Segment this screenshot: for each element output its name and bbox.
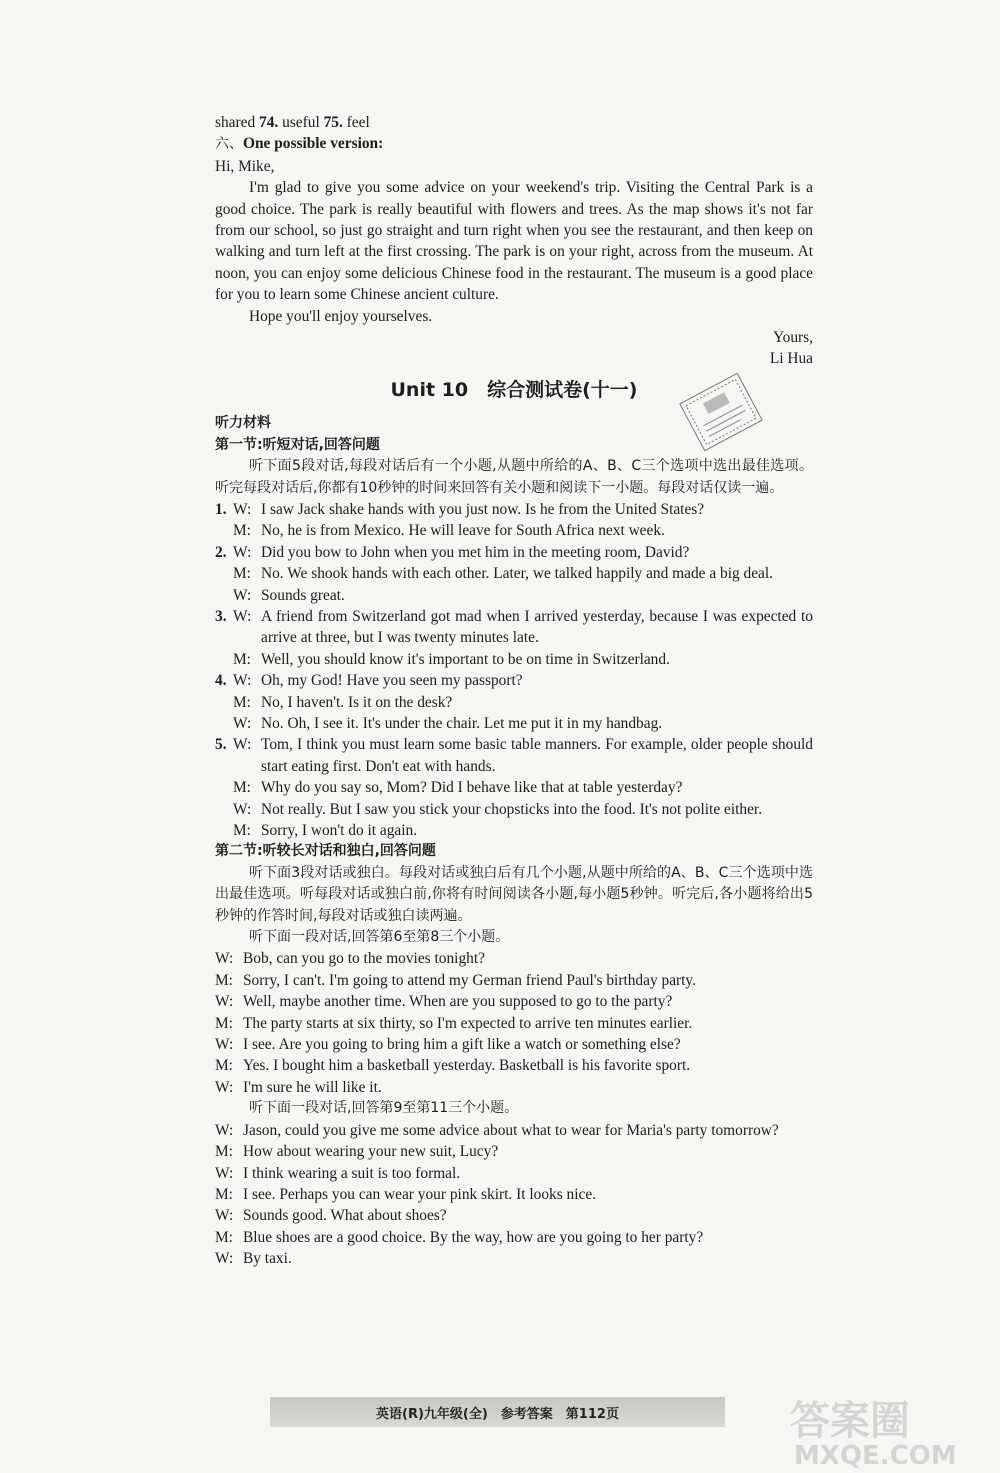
conversation-2 (215, 1120, 813, 1270)
dialogue-text: How about wearing your new suit, Lucy? (243, 1143, 499, 1161)
dialogue-text: No. Oh, I see it. It's under the chair. Let me put it in my handbag. (261, 714, 663, 732)
dialogue-text: Sounds great. (261, 586, 345, 604)
dialogue-text: Sorry, I won't do it again. (261, 822, 418, 839)
speaker: W: (233, 672, 252, 690)
dialogue-text: I'm sure he will like it. (243, 1078, 382, 1096)
speaker: M: (233, 565, 251, 583)
answers-73-75 (215, 112, 813, 133)
section-label: One possible version: (243, 135, 384, 153)
speaker: W: (215, 993, 234, 1011)
dialogue-line (215, 1184, 813, 1205)
dialogue-line (233, 585, 813, 606)
dialogue-text: Not really. But I saw you stick your chopsticks into the food. It's not polite either. (261, 800, 763, 818)
speaker: W: (233, 543, 252, 561)
dialogue-line (233, 713, 813, 734)
speaker: W: (233, 500, 252, 518)
dialogue-2 (215, 542, 813, 606)
dialogue-number: 3. (215, 607, 227, 625)
answer-text: feel (342, 114, 370, 131)
speaker: M: (215, 971, 233, 989)
dialogue-text: I see. Perhaps you can wear your pink skirt. It looks nice. (243, 1185, 597, 1203)
listening-heading: 听力材料 (215, 415, 271, 432)
dialogue-text: I think wearing a suit is too formal. (243, 1164, 461, 1182)
conversation-1-intro: 听下面一段对话,回答第6至第8三个小题。 (249, 929, 510, 946)
dialogue-text: Well, you should know it's important to be on time in Switzerland. (261, 650, 670, 668)
dialogue-4 (215, 670, 813, 734)
dialogue-line (233, 542, 813, 563)
dialogue-text: Jason, could you give me some advice about what to wear for Maria's party tomorrow? (243, 1121, 779, 1139)
dialogue-line (215, 1077, 813, 1098)
letter-body: I'm glad to give you some advice on your weekend's trip. Visiting the Central Park is a good choice. The park is really beautiful with flowers and trees. As the map shows it's not far from our school, so just go straight and turn right when you see the restaurant, and then keep on walking and turn left at the first crossing. The park is on your right, across from the museum. At noon, you can enjoy some delicious Chinese food in the restaurant. The museum is a good place for you to learn some Chinese ancient culture. (215, 179, 813, 304)
letter-closing-wish: Hope you'll enjoy yourselves. (249, 307, 433, 325)
part1-instructions: 听下面5段对话,每段对话后有一个小题,从题中所给的A、B、C三个选项中选出最佳选项。听完每段对话后,你都有10秒钟的时间来回答有关小题和阅读下一小题。每段对话仅读一遍。 (215, 458, 813, 496)
dialogue-text: Bob, can you go to the movies tonight? (243, 950, 485, 968)
dialogue-line (233, 563, 813, 584)
dialogue-line (215, 991, 813, 1012)
answer-number: 75. (323, 114, 343, 131)
conversation-2-intro: 听下面一段对话,回答第9至第11三个小题。 (249, 1100, 519, 1117)
answer-text: useful (278, 114, 324, 131)
dialogue-text: Yes. I bought him a basketball yesterday. Basketball is his favorite sport. (243, 1057, 691, 1075)
watermark-line2: MXQE.COM (794, 1441, 957, 1468)
dialogue-line (215, 1013, 813, 1034)
dialogue-number: 2. (215, 543, 227, 561)
speaker: W: (215, 950, 234, 968)
watermark-line1: 答案圈 (790, 1398, 910, 1444)
speaker: W: (233, 607, 252, 625)
letter-signature: Li Hua (769, 350, 813, 368)
speaker: W: (215, 1078, 234, 1096)
speaker: M: (215, 1014, 233, 1032)
dialogue-line (233, 499, 813, 520)
dialogue-text: A friend from Switzerland got mad when I arrived yesterday, because I was expected to arrive at three, but I was twenty minutes late. (261, 607, 813, 647)
dialogue-5 (215, 734, 813, 841)
dialogue-text: By taxi. (243, 1250, 292, 1268)
dialogue-line (233, 799, 813, 820)
dialogue-text: Well, maybe another time. When are you supposed to go to the party? (243, 993, 673, 1011)
dialogue-text: Oh, my God! Have you seen my passport? (261, 672, 523, 690)
unit-title: Unit 10 综合测试卷(十一) (390, 378, 638, 401)
section-number: 六、 (215, 136, 243, 153)
dialogue-line (215, 1034, 813, 1055)
letter-closing: Yours, (773, 329, 813, 347)
speaker: W: (233, 800, 252, 818)
dialogue-line (215, 948, 813, 969)
speaker: M: (233, 779, 251, 797)
dialogue-3 (215, 606, 813, 670)
dialogue-number: 4. (215, 672, 227, 690)
dialogue-text: Why do you say so, Mom? Did I behave like that at table yesterday? (261, 779, 683, 797)
page-footer: 英语(R)九年级(全) 参考答案 第112页 (270, 1397, 725, 1427)
speaker: W: (233, 736, 252, 754)
answer-page (215, 112, 813, 1270)
speaker: W: (233, 586, 252, 604)
dialogue-text: Sounds good. What about shoes? (243, 1207, 447, 1225)
dialogue-line (233, 734, 813, 777)
dialogue-text: No. We shook hands with each other. Later, we talked happily and made a big deal. (261, 565, 774, 583)
dialogue-line (215, 1120, 813, 1141)
dialogue-text: No, I haven't. Is it on the desk? (261, 693, 453, 711)
speaker: W: (215, 1207, 234, 1225)
dialogue-line (233, 820, 813, 841)
answer-number: 74. (259, 114, 279, 131)
dialogue-line (215, 970, 813, 991)
answer-text: shared (215, 114, 260, 131)
watermark-logo (780, 1390, 985, 1468)
speaker: W: (215, 1121, 234, 1139)
speaker: M: (233, 693, 251, 711)
dialogue-number: 5. (215, 736, 227, 754)
speaker: M: (215, 1143, 233, 1161)
dialogue-line (233, 520, 813, 541)
part2-instructions: 听下面3段对话或独白。每段对话或独白后有几个小题,从题中所给的A、B、C三个选项中选出最佳选项。听每段对话或独白前,你将有时间阅读各小题,每小题5秒钟。听完后,各小题将给出5秒钟的作答时间,每段对话或独白读两遍。 (215, 864, 813, 924)
dialogue-line (233, 670, 813, 691)
speaker: W: (215, 1250, 234, 1268)
dialogue-line (215, 1055, 813, 1076)
dialogue-text: I saw Jack shake hands with you just now. Is he from the United States? (261, 500, 705, 518)
speaker: W: (215, 1036, 234, 1054)
dialogue-text: The party starts at six thirty, so I'm expected to arrive ten minutes earlier. (243, 1014, 693, 1032)
dialogue-line (215, 1141, 813, 1162)
conversation-1 (215, 948, 813, 1098)
dialogue-text: Tom, I think you must learn some basic table manners. For example, older people should start eating first. Don't eat with hands. (261, 736, 813, 775)
dialogue-text: I see. Are you going to bring him a gift like a watch or something else? (243, 1036, 681, 1054)
dialogue-line (215, 1163, 813, 1184)
speaker: W: (233, 714, 252, 732)
section-6-heading (215, 133, 813, 155)
speaker: M: (233, 822, 251, 839)
dialogue-text: No, he is from Mexico. He will leave for South Africa next week. (261, 522, 665, 540)
dialogue-text: Did you bow to John when you met him in the meeting room, David? (261, 543, 690, 561)
speaker: M: (233, 522, 251, 540)
letter-greeting: Hi, Mike, (215, 157, 275, 175)
speaker: W: (215, 1164, 234, 1182)
dialogue-number: 1. (215, 500, 227, 518)
speaker: M: (215, 1057, 233, 1075)
dialogue-text: Sorry, I can't. I'm going to attend my German friend Paul's birthday party. (243, 971, 696, 989)
speaker: M: (233, 650, 251, 668)
dialogue-text: Blue shoes are a good choice. By the way, how are you going to her party? (243, 1228, 704, 1246)
dialogue-line (215, 1227, 813, 1248)
dialogue-line (233, 777, 813, 798)
part1-heading: 第一节:听短对话,回答问题 (215, 436, 380, 453)
part2-heading: 第二节:听较长对话和独白,回答问题 (215, 843, 436, 860)
part1-dialogues (215, 499, 813, 842)
dialogue-1 (215, 499, 813, 542)
speaker: M: (215, 1185, 233, 1203)
dialogue-line (233, 606, 813, 649)
dialogue-line (233, 692, 813, 713)
dialogue-line (215, 1248, 813, 1269)
dialogue-line (215, 1205, 813, 1226)
speaker: M: (215, 1228, 233, 1246)
dialogue-line (233, 649, 813, 670)
